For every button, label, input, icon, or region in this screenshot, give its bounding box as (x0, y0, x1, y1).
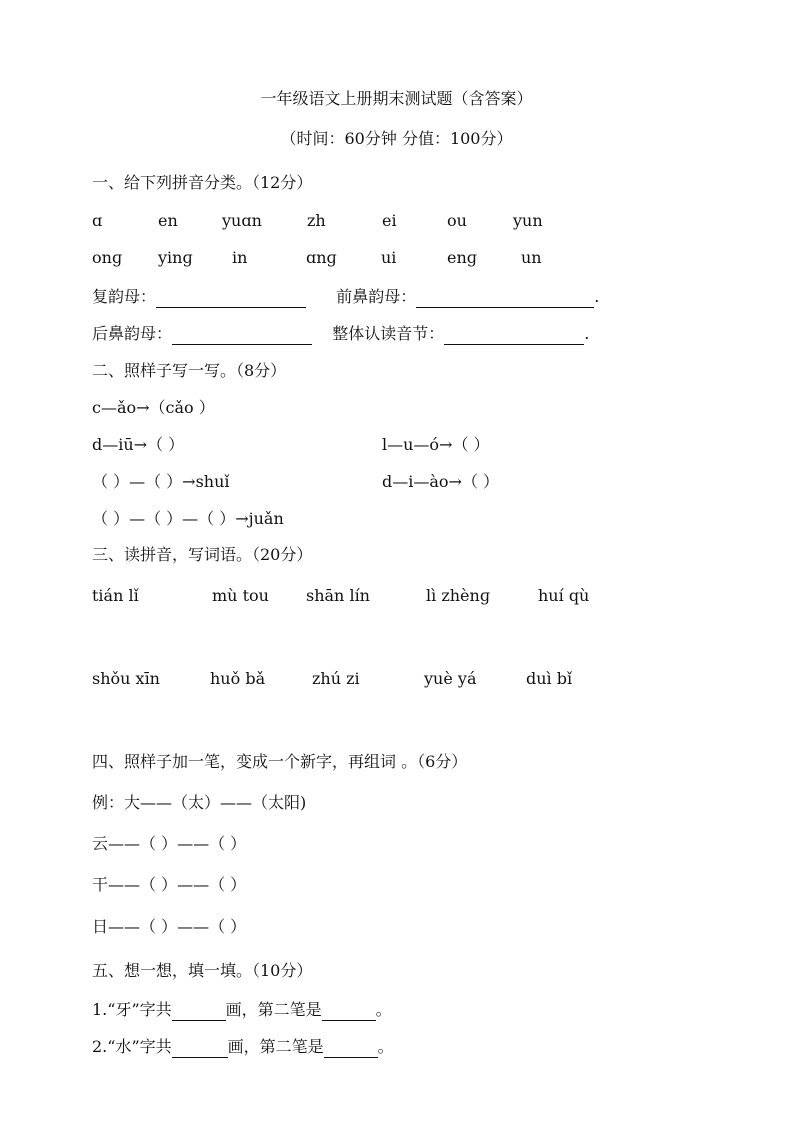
pinyin-item: ou (447, 211, 467, 230)
page-subtitle: （时间：60分钟 分值：100分） (280, 129, 513, 148)
qianbi-blank[interactable] (416, 289, 594, 308)
pinyin-item: ui (381, 248, 397, 267)
houbi-row (92, 323, 589, 345)
q1-end: 。 (375, 1000, 392, 1019)
pinyin-word: lì zhènɡ (426, 586, 491, 605)
exercise-line: （ ）—（ ）→shuǐ (92, 472, 230, 491)
pinyin-item: onɡ (92, 248, 123, 267)
pinyin-item: yuɑn (222, 211, 262, 230)
q2-end: 。 (377, 1037, 394, 1056)
exercise-line: d—iū→（ ） (92, 435, 185, 454)
section-3-heading: 三、读拼音，写词语。（20分） (92, 545, 313, 564)
section-5-heading: 五、想一想，填一填。（10分） (92, 961, 313, 980)
section-2-heading: 二、照样子写一写。（8分） (92, 361, 287, 380)
pinyin-item: yinɡ (158, 248, 193, 267)
exercise-line: 云——（ ）——（ ） (92, 834, 247, 853)
fuyunmu-row (92, 286, 599, 308)
q2-stroke-count-blank[interactable] (172, 1039, 228, 1058)
pinyin-word: huí qù (538, 586, 590, 605)
section-1-heading: 一、给下列拼音分类。（12分） (92, 173, 313, 192)
pinyin-item: enɡ (447, 248, 478, 267)
q1-middle: 画，第二笔是 (225, 1000, 322, 1019)
q2-prefix: 2.“水”字共 (92, 1037, 172, 1056)
page-title: 一年级语文上册期末测试题（含答案） (260, 89, 533, 108)
exercise-line: （ ）—（ ）—（ ）→juǎn (92, 509, 284, 528)
q1-stroke-count-blank[interactable] (172, 1002, 226, 1021)
pinyin-word: duì bǐ (526, 669, 573, 688)
pinyin-item: yun (513, 211, 543, 230)
houbi-label: 后鼻韵母： (92, 324, 173, 343)
section-4-heading: 四、照样子加一笔，变成一个新字，再组词 。（6分） (92, 752, 468, 771)
q2-second-stroke-blank[interactable] (324, 1039, 378, 1058)
q1-prefix: 1.“牙”字共 (92, 1000, 172, 1019)
pinyin-item: ɑ (92, 211, 103, 230)
q2-middle: 画，第二笔是 (227, 1037, 324, 1056)
qianbi-label: 前鼻韵母： (336, 287, 417, 306)
example-line: 例：大——（太）——（太阳) (92, 793, 307, 812)
zhengti-label: 整体认读音节： (332, 324, 445, 343)
pinyin-item: ɑnɡ (306, 248, 337, 267)
exercise-line: l—u—ó→（ ） (382, 435, 490, 454)
pinyin-word: shǒu xīn (92, 669, 160, 688)
exercise-line: 干——（ ）——（ ） (92, 875, 247, 894)
pinyin-word: huǒ bǎ (210, 669, 266, 688)
pinyin-word: shān lín (306, 586, 370, 605)
question-1 (92, 999, 392, 1021)
exercise-line: d—i—ào→（ ） (382, 472, 500, 491)
q1-second-stroke-blank[interactable] (322, 1002, 376, 1021)
pinyin-word: mù tou (212, 586, 269, 605)
row-end-dot: . (584, 324, 590, 343)
pinyin-word: zhú zi (312, 669, 360, 688)
pinyin-item: zh (307, 211, 326, 230)
houbi-blank[interactable] (172, 326, 312, 345)
pinyin-word: tián lǐ (92, 586, 139, 605)
zhengti-blank[interactable] (444, 326, 584, 345)
pinyin-item: en (158, 211, 178, 230)
pinyin-word: yuè yá (424, 669, 477, 688)
row-end-dot: . (594, 287, 600, 306)
fuyunmu-blank[interactable] (156, 289, 306, 308)
question-2 (92, 1036, 394, 1058)
example-line: c—ǎo→（cǎo ） (92, 398, 215, 417)
exercise-line: 日——（ ）——（ ） (92, 917, 247, 936)
pinyin-item: in (232, 248, 248, 267)
pinyin-item: un (521, 248, 542, 267)
pinyin-item: ei (382, 211, 397, 230)
fuyunmu-label: 复韵母： (92, 287, 157, 306)
